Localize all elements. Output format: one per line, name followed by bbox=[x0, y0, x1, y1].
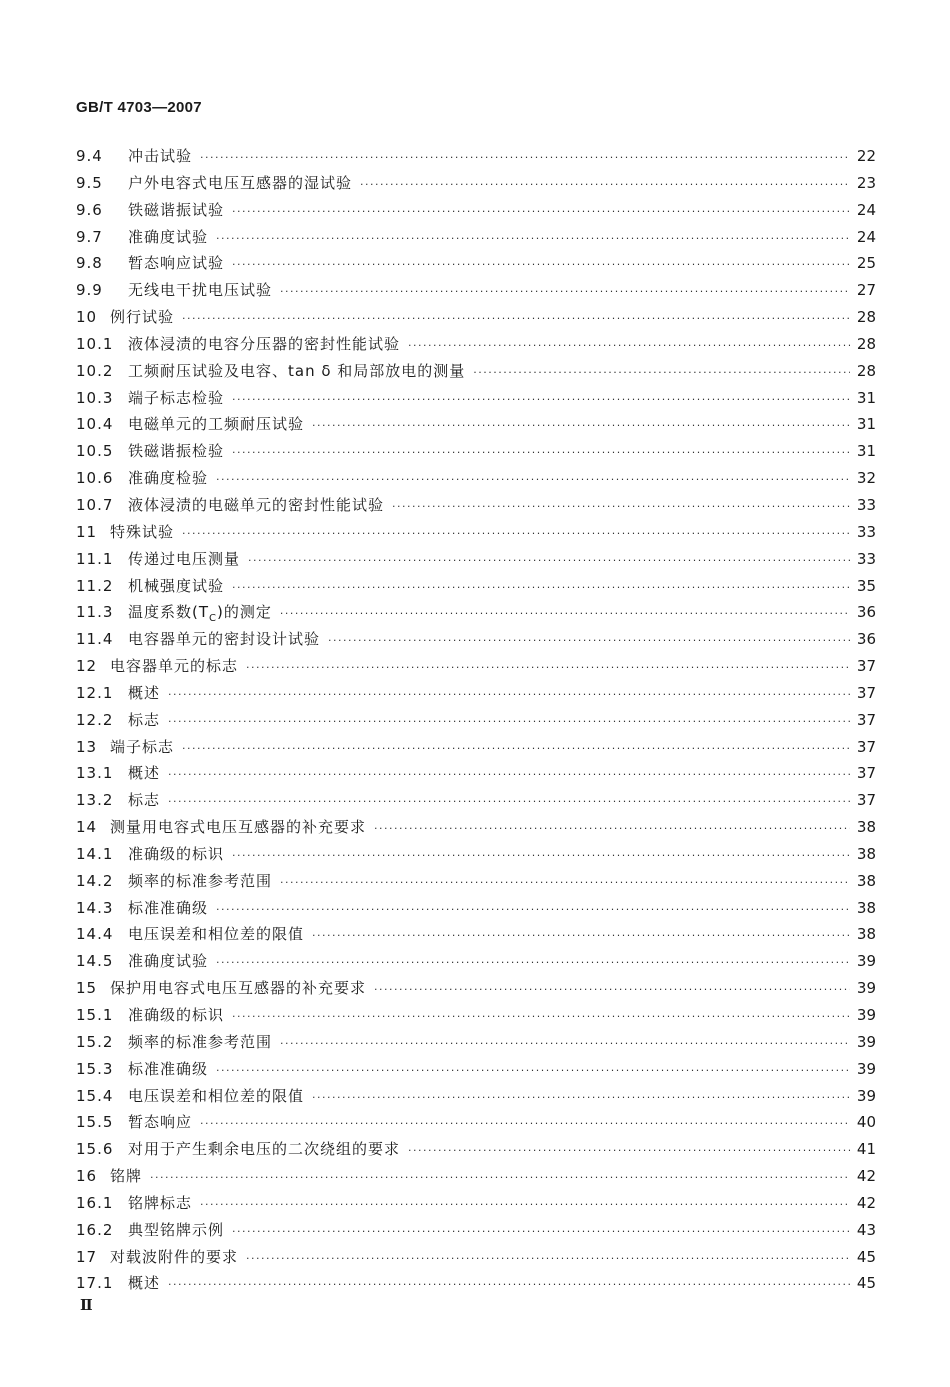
toc-dot-leader bbox=[280, 279, 850, 306]
toc-entry[interactable] bbox=[76, 948, 876, 975]
toc-entry-title: 电压误差和相位差的限值 bbox=[128, 1086, 305, 1105]
toc-entry-title: 标准准确级 bbox=[128, 898, 209, 917]
toc-entry-number: 10.4 bbox=[76, 415, 114, 434]
toc-entry-page: 39 bbox=[856, 979, 876, 998]
toc-entry-page: 28 bbox=[856, 361, 876, 380]
toc-entry-title: 典型铭牌示例 bbox=[128, 1220, 225, 1239]
toc-entry-number: 10.1 bbox=[76, 334, 114, 353]
toc-entry-page: 31 bbox=[856, 388, 876, 407]
toc-entry-title: 铁磁谐振试验 bbox=[128, 200, 225, 219]
toc-entry-number: 14.3 bbox=[76, 898, 114, 917]
toc-entry-number: 14.4 bbox=[76, 925, 114, 944]
toc-entry[interactable] bbox=[76, 546, 876, 573]
toc-entry-number: 11.4 bbox=[76, 630, 114, 649]
toc-dot-leader bbox=[168, 709, 850, 736]
toc-entry-number: 15.5 bbox=[76, 1113, 114, 1132]
toc-entry-page: 37 bbox=[856, 657, 876, 676]
toc-entry[interactable] bbox=[76, 224, 876, 251]
toc-entry-page: 39 bbox=[856, 952, 876, 971]
toc-dot-leader bbox=[216, 897, 850, 924]
toc-entry-title: 对用于产生剩余电压的二次绕组的要求 bbox=[128, 1140, 401, 1159]
toc-entry-title: 电磁单元的工频耐压试验 bbox=[128, 415, 305, 434]
toc-dot-leader bbox=[200, 145, 850, 172]
toc-entry-title: 例行试验 bbox=[110, 308, 175, 327]
toc-entry[interactable] bbox=[76, 1190, 876, 1217]
toc-dot-leader bbox=[232, 843, 850, 870]
toc-dot-leader bbox=[200, 1111, 850, 1138]
toc-entry-number: 9.6 bbox=[76, 200, 103, 219]
toc-entry-page: 37 bbox=[856, 683, 876, 702]
toc-entry[interactable] bbox=[76, 841, 876, 868]
toc-dot-leader bbox=[246, 655, 850, 682]
toc-dot-leader bbox=[473, 360, 850, 387]
toc-entry[interactable] bbox=[76, 304, 876, 331]
toc-entry-page: 24 bbox=[856, 200, 876, 219]
toc-dot-leader bbox=[216, 1058, 850, 1085]
toc-entry-page: 37 bbox=[856, 710, 876, 729]
toc-entry-title: 标志 bbox=[128, 710, 161, 729]
toc-entry-page: 40 bbox=[856, 1113, 876, 1132]
toc-entry[interactable] bbox=[76, 277, 876, 304]
toc-entry-number: 17 bbox=[76, 1247, 98, 1266]
toc-entry-title: 概述 bbox=[128, 1274, 161, 1293]
toc-entry-page: 38 bbox=[856, 818, 876, 837]
toc-entry-number: 10.6 bbox=[76, 469, 114, 488]
toc-entry-number: 9.9 bbox=[76, 281, 103, 300]
toc-entry-title: 液体浸渍的电容分压器的密封性能试验 bbox=[128, 334, 401, 353]
toc-entry-page: 28 bbox=[856, 308, 876, 327]
toc-dot-leader bbox=[168, 789, 850, 816]
page-number: Ⅱ bbox=[80, 1298, 93, 1314]
toc-entry[interactable] bbox=[76, 358, 876, 385]
toc-entry[interactable] bbox=[76, 787, 876, 814]
toc-entry-title: 准确度检验 bbox=[128, 469, 209, 488]
toc-dot-leader bbox=[200, 1192, 850, 1219]
toc-entry-title: 暂态响应 bbox=[128, 1113, 193, 1132]
toc-entry-title: 保护用电容式电压互感器的补充要求 bbox=[110, 979, 367, 998]
toc-entry-page: 25 bbox=[856, 254, 876, 273]
toc-entry-page: 37 bbox=[856, 737, 876, 756]
toc-dot-leader bbox=[168, 762, 850, 789]
toc-entry-page: 45 bbox=[856, 1274, 876, 1293]
toc-entry[interactable] bbox=[76, 1083, 876, 1110]
toc-entry-title: 标志 bbox=[128, 791, 161, 810]
toc-entry[interactable] bbox=[76, 760, 876, 787]
toc-entry[interactable] bbox=[76, 519, 876, 546]
toc-entry-number: 14 bbox=[76, 818, 98, 837]
toc-entry-title: 概述 bbox=[128, 764, 161, 783]
toc-entry-number: 15.2 bbox=[76, 1032, 114, 1051]
toc-entry-title: 准确级的标识 bbox=[128, 844, 225, 863]
toc-entry-title: 铭牌 bbox=[110, 1167, 143, 1186]
toc-entry-page: 39 bbox=[856, 1006, 876, 1024]
toc-dot-leader bbox=[182, 521, 850, 548]
toc-entry-number: 15 bbox=[76, 979, 98, 998]
toc-entry-number: 11.3 bbox=[76, 603, 114, 622]
toc-entry[interactable] bbox=[76, 1217, 876, 1244]
toc-entry[interactable] bbox=[76, 975, 876, 1002]
toc-entry-title: 准确级的标识 bbox=[128, 1006, 225, 1024]
toc-entry-page: 23 bbox=[856, 173, 876, 192]
toc-dot-leader bbox=[216, 226, 850, 253]
toc-entry-title: 电容器单元的密封设计试验 bbox=[128, 630, 321, 649]
toc-entry[interactable] bbox=[76, 331, 876, 358]
toc-entry[interactable] bbox=[76, 1109, 876, 1136]
toc-entry[interactable] bbox=[76, 143, 876, 170]
toc-entry[interactable] bbox=[76, 1244, 876, 1271]
toc-entry-number: 16 bbox=[76, 1167, 98, 1186]
toc-entry[interactable] bbox=[76, 250, 876, 277]
toc-dot-leader bbox=[312, 413, 850, 440]
toc-entry[interactable] bbox=[76, 465, 876, 492]
toc-entry[interactable] bbox=[76, 385, 876, 412]
toc-dot-leader bbox=[408, 333, 850, 360]
toc-entry-title: 户外电容式电压互感器的湿试验 bbox=[128, 173, 353, 192]
toc-entry-page: 39 bbox=[856, 1086, 876, 1105]
toc-dot-leader bbox=[150, 1165, 850, 1192]
toc-entry-page: 38 bbox=[856, 871, 876, 890]
toc-entry-title: 铁磁谐振检验 bbox=[128, 442, 225, 461]
toc-dot-leader bbox=[374, 816, 850, 843]
toc-dot-leader bbox=[328, 628, 850, 655]
toc-entry-number: 15.1 bbox=[76, 1006, 114, 1024]
toc-entry-number: 15.3 bbox=[76, 1059, 114, 1078]
toc-entry-title: 准确度试验 bbox=[128, 952, 209, 971]
toc-entry-page: 39 bbox=[856, 1032, 876, 1051]
toc-entry-title-subscript: C bbox=[209, 613, 217, 625]
toc-entry-title: 概述 bbox=[128, 683, 161, 702]
toc-dot-leader bbox=[232, 440, 850, 467]
toc-dot-leader bbox=[232, 1004, 850, 1031]
toc-entry-title: 端子标志检验 bbox=[128, 388, 225, 407]
toc-dot-leader bbox=[232, 575, 850, 602]
toc-entry[interactable] bbox=[76, 170, 876, 197]
toc-entry-page: 42 bbox=[856, 1167, 876, 1186]
toc-entry[interactable] bbox=[76, 734, 876, 761]
toc-entry-title: 特殊试验 bbox=[110, 522, 175, 541]
toc-entry-number: 10.2 bbox=[76, 361, 114, 380]
toc-entry-number: 11 bbox=[76, 522, 98, 541]
toc-entry-title: 无线电干扰电压试验 bbox=[128, 281, 273, 300]
toc-dot-leader bbox=[232, 387, 850, 414]
toc-entry-number: 12.1 bbox=[76, 683, 114, 702]
toc-entry-number: 12.2 bbox=[76, 710, 114, 729]
toc-entry[interactable] bbox=[76, 1163, 876, 1190]
toc-entry-page: 38 bbox=[856, 898, 876, 917]
toc-entry-page: 31 bbox=[856, 442, 876, 461]
toc-dot-leader bbox=[408, 1138, 850, 1165]
toc-entry-page: 38 bbox=[856, 844, 876, 863]
toc-entry[interactable] bbox=[76, 653, 876, 680]
toc-entry-number: 14.2 bbox=[76, 871, 114, 890]
toc-entry-page: 37 bbox=[856, 791, 876, 810]
toc-entry-title: 暂态响应试验 bbox=[128, 254, 225, 273]
toc-entry-title: 频率的标准参考范围 bbox=[128, 871, 273, 890]
toc-entry-number: 10 bbox=[76, 308, 98, 327]
toc-entry[interactable] bbox=[76, 1056, 876, 1083]
toc-entry-number: 10.7 bbox=[76, 495, 114, 514]
toc-entry-page: 36 bbox=[856, 630, 876, 649]
toc-entry-page: 27 bbox=[856, 281, 876, 300]
toc-entry-page: 38 bbox=[856, 925, 876, 944]
toc-entry-number: 13 bbox=[76, 737, 98, 756]
toc-dot-leader bbox=[392, 494, 850, 521]
toc-entry-title: 机械强度试验 bbox=[128, 576, 225, 595]
toc-dot-leader bbox=[216, 467, 850, 494]
toc-entry-page: 37 bbox=[856, 764, 876, 783]
toc-entry[interactable] bbox=[76, 1270, 876, 1297]
toc-entry[interactable] bbox=[76, 680, 876, 707]
toc-entry[interactable] bbox=[76, 1029, 876, 1056]
toc-entry-page: 39 bbox=[856, 1059, 876, 1078]
toc-entry-page: 33 bbox=[856, 522, 876, 541]
toc-entry-number: 9.8 bbox=[76, 254, 103, 273]
toc-entry-number: 11.2 bbox=[76, 576, 114, 595]
toc-entry-number: 9.7 bbox=[76, 227, 103, 246]
toc-dot-leader bbox=[232, 199, 850, 226]
toc-entry-number: 9.5 bbox=[76, 173, 103, 192]
toc-entry-page: 43 bbox=[856, 1220, 876, 1239]
toc-entry[interactable] bbox=[76, 921, 876, 948]
toc-dot-leader bbox=[246, 1246, 850, 1273]
toc-entry-page: 35 bbox=[856, 576, 876, 595]
toc-entry-number: 14.5 bbox=[76, 952, 114, 971]
toc-entry-number: 12 bbox=[76, 657, 98, 676]
toc-entry[interactable] bbox=[76, 1136, 876, 1163]
toc-entry-number: 13.2 bbox=[76, 791, 114, 810]
toc-entry[interactable] bbox=[76, 626, 876, 653]
toc-entry-title: 传递过电压测量 bbox=[128, 549, 241, 568]
toc-entry-number: 14.1 bbox=[76, 844, 114, 863]
toc-dot-leader bbox=[312, 1085, 850, 1112]
toc-dot-leader bbox=[168, 1272, 850, 1299]
toc-entry-number: 10.5 bbox=[76, 442, 114, 461]
toc-entry-title: 标准准确级 bbox=[128, 1059, 209, 1078]
toc-entry-number: 13.1 bbox=[76, 764, 114, 783]
toc-entry[interactable] bbox=[76, 438, 876, 465]
toc-entry-title: 冲击试验 bbox=[128, 147, 193, 165]
toc-dot-leader bbox=[248, 548, 850, 575]
toc-dot-leader bbox=[312, 923, 850, 950]
toc-entry[interactable] bbox=[76, 492, 876, 519]
toc-entry-number: 16.1 bbox=[76, 1193, 114, 1212]
toc-entry[interactable] bbox=[76, 1002, 876, 1029]
toc-entry-page: 45 bbox=[856, 1247, 876, 1266]
toc-dot-leader bbox=[216, 950, 850, 977]
toc-entry-title: 频率的标准参考范围 bbox=[128, 1032, 273, 1051]
toc-entry-number: 9.4 bbox=[76, 147, 103, 165]
toc-entry-title-part: )的测定 bbox=[217, 603, 272, 622]
toc-entry-title: 准确度试验 bbox=[128, 227, 209, 246]
toc-entry-number: 16.2 bbox=[76, 1220, 114, 1239]
toc-entry-title: 铭牌标志 bbox=[128, 1193, 193, 1212]
toc-entry-page: 42 bbox=[856, 1193, 876, 1212]
toc-dot-leader bbox=[280, 601, 850, 628]
toc-dot-leader bbox=[360, 172, 850, 199]
toc-entry[interactable] bbox=[76, 868, 876, 895]
toc-entry-number: 11.1 bbox=[76, 549, 114, 568]
toc-entry[interactable] bbox=[76, 895, 876, 922]
toc-entry[interactable] bbox=[76, 411, 876, 438]
toc-entry-title: 工频耐压试验及电容、tan δ 和局部放电的测量 bbox=[128, 361, 466, 380]
toc-entry-title: 对载波附件的要求 bbox=[110, 1247, 239, 1266]
toc-entry-title-part: 温度系数(T bbox=[128, 603, 210, 622]
toc-entry-number: 10.3 bbox=[76, 388, 114, 407]
toc-entry-title: 测量用电容式电压互感器的补充要求 bbox=[110, 818, 367, 837]
toc-entry-number: 17.1 bbox=[76, 1274, 114, 1293]
toc-dot-leader bbox=[280, 870, 850, 897]
toc-entry-page: 24 bbox=[856, 227, 876, 246]
toc-entry[interactable] bbox=[76, 599, 876, 626]
toc-entry-page: 33 bbox=[856, 495, 876, 514]
toc-dot-leader bbox=[232, 252, 850, 279]
toc-dot-leader bbox=[374, 977, 850, 1004]
toc-entry-title: 电压误差和相位差的限值 bbox=[128, 925, 305, 944]
toc-entry-number: 15.6 bbox=[76, 1140, 114, 1159]
toc-entry-page: 22 bbox=[856, 147, 876, 165]
toc-dot-leader bbox=[182, 736, 850, 763]
toc-entry-page: 33 bbox=[856, 549, 876, 568]
toc-entry-page: 32 bbox=[856, 469, 876, 488]
toc-dot-leader bbox=[232, 1219, 850, 1246]
toc-entry[interactable] bbox=[76, 197, 876, 224]
toc-entry-page: 41 bbox=[856, 1140, 876, 1159]
toc-entry-page: 36 bbox=[856, 603, 876, 622]
standard-code-header: GB/T 4703—2007 bbox=[76, 99, 202, 116]
toc-dot-leader bbox=[168, 682, 850, 709]
toc-entry-title: 端子标志 bbox=[110, 737, 175, 756]
toc-entry[interactable] bbox=[76, 707, 876, 734]
toc-entry[interactable] bbox=[76, 814, 876, 841]
toc-dot-leader bbox=[182, 306, 850, 333]
toc-dot-leader bbox=[280, 1031, 850, 1058]
toc-entry-title: 电容器单元的标志 bbox=[110, 657, 239, 676]
toc-entry[interactable] bbox=[76, 573, 876, 600]
toc-entry-page: 31 bbox=[856, 415, 876, 434]
table-of-contents bbox=[76, 143, 876, 1297]
toc-entry-title: 液体浸渍的电磁单元的密封性能试验 bbox=[128, 495, 385, 514]
toc-entry-page: 28 bbox=[856, 334, 876, 353]
toc-entry-number: 15.4 bbox=[76, 1086, 114, 1105]
